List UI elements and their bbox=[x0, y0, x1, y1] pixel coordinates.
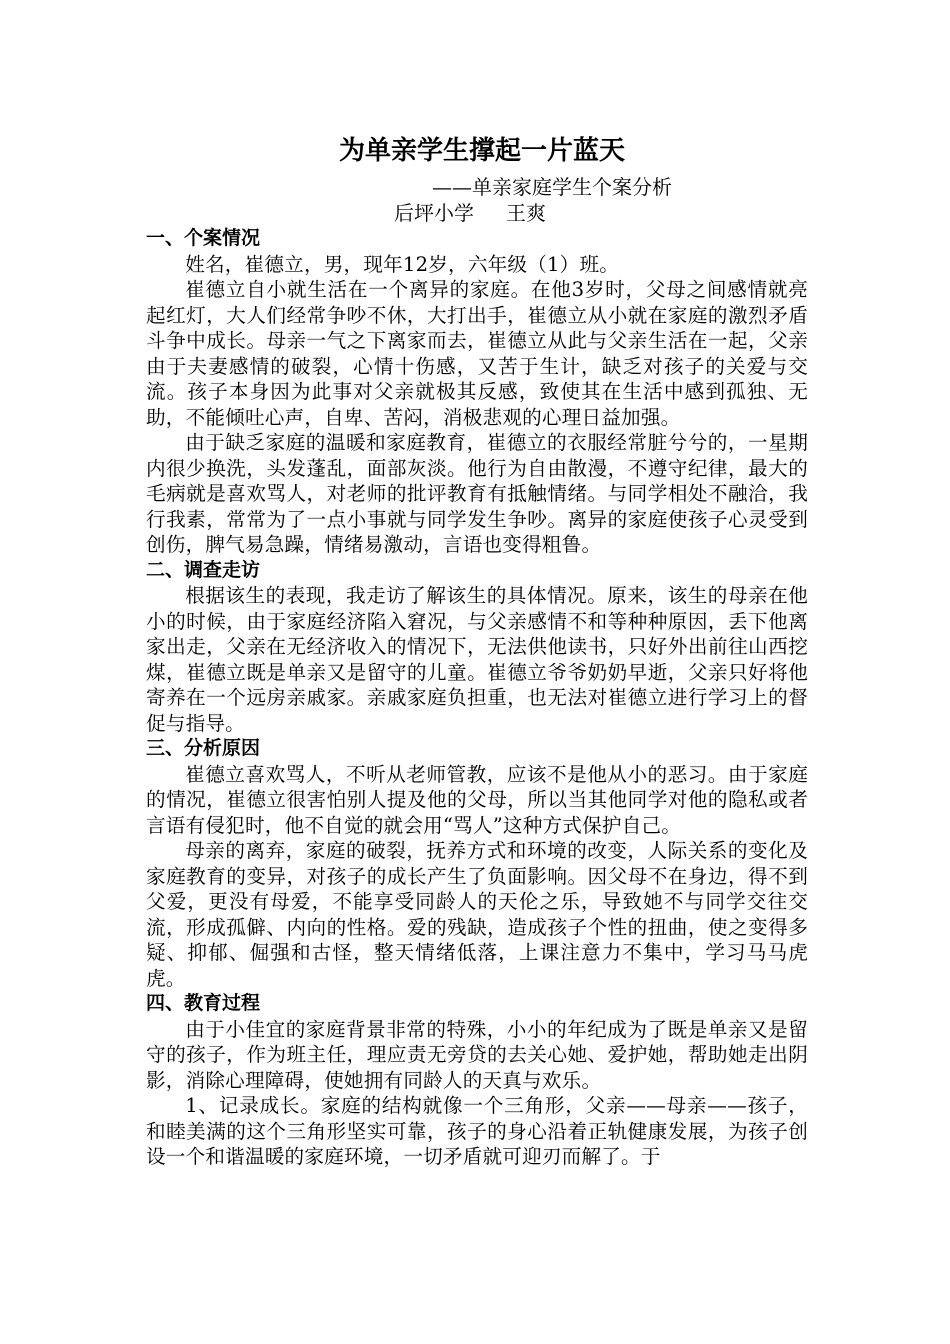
paragraph: 崔德立喜欢骂人，不听从老师管教，应该不是他从小的恶习。由于家庭的情况，崔德立很害怕别人提及他的父母，所以当其他同学对他的隐私或者言语有侵犯时，他不自觉的就会用“骂人”这种方式保护自己。 bbox=[146, 762, 808, 837]
section-heading-case: 一、个案情况 bbox=[146, 227, 261, 249]
paragraph: 姓名，崔德立，男，现年12岁，六年级（1）班。 bbox=[185, 252, 620, 276]
section-heading-visit: 二、调查走访 bbox=[146, 558, 261, 581]
paragraph: 崔德立自小就生活在一个离异的家庭。在他3岁时，父母之间感情就亮起红灯，大人们经常争吵不休，大打出手，崔德立从小就在家庭的激烈矛盾斗争中成长。母亲一气之下离家而去，崔德立从此与父亲生活在一起，父亲由于夫妻感情的破裂，心情十伤感，又苦于生计，缺乏对孩子的关爱与交流。孩子本身因为此事对父亲就极其反感，致使其在生活中感到孤独、无助，不能倾吐心声，自卑、苦闷，消极悲观的心理日益加强。 bbox=[146, 278, 808, 429]
author-line bbox=[146, 200, 808, 226]
paragraph: 由于小佳宜的家庭背景非常的特殊，小小的年纪成为了既是单亲又是留守的孩子，作为班主任，理应责无旁贷的去关心她、爱护她，帮助她走出阴影，消除心理障碍，使她拥有同龄人的天真与欢乐。 bbox=[146, 1017, 808, 1092]
section-heading-education: 四、教育过程 bbox=[146, 992, 261, 1014]
paragraph: 由于缺乏家庭的温暖和家庭教育，崔德立的衣服经常脏兮兮的，一星期内很少换洗，头发蓬乱，面部灰淡。他行为自由散漫，不遵守纪律，最大的毛病就是喜欢骂人，对老师的批评教育有抵触情绪。与同学相处不融洽，我行我素，常常为了一点小事就与同学发生争吵。离异的家庭使孩子心灵受到创伤，脾气易急躁，情绪易激动，言语也变得粗鲁。 bbox=[146, 431, 808, 556]
paragraph: 根据该生的表现，我走访了解该生的具体情况。原来，该生的母亲在他小的时候，由于家庭经济陷入窘况，与父亲感情不和等种种原因，丢下他离家出走，父亲在无经济收入的情况下，无法供他读书，只好外出前往山西挖煤，崔德立既是单亲又是留守的儿童。崔德立爷爷奶奶早逝，父亲只好将他寄养在一个远房亲戚家。亲戚家庭负担重，也无法对崔德立进行学习上的督促与指导。 bbox=[146, 584, 808, 735]
paragraph: 母亲的离弃，家庭的破裂，抚养方式和环境的改变，人际关系的变化及家庭教育的变异，对孩子的成长产生了负面影响。因父母不在身边，得不到父爱，更没有母爱，不能享受同龄人的天伦之乐，导致她不与同学交往交流，形成孤僻、内向的性格。爱的残缺，造成孩子个性的扭曲，使之变得多疑、抑郁、倔强和古怪，整天情绪低落，上课注意力不集中，学习马马虎虎。 bbox=[146, 839, 808, 990]
author-school: 后坪小学 bbox=[394, 201, 474, 225]
document-title: 为单亲学生撑起一片蓝天 bbox=[338, 136, 625, 166]
author-name: 王爽 bbox=[506, 201, 546, 225]
section-heading-analysis: 三、分析原因 bbox=[146, 737, 261, 759]
document-subtitle: ——单亲家庭学生个案分析 bbox=[432, 175, 672, 199]
paragraph: 1、记录成长。家庭的结构就像一个三角形，父亲——母亲——孩子，和睦美满的这个三角形坚实可靠，孩子的身心沿着正轨健康发展，为孩子创设一个和谐温暖的家庭环境，一切矛盾就可迎刃而解了。于 bbox=[146, 1094, 808, 1168]
document-page bbox=[146, 132, 808, 1170]
